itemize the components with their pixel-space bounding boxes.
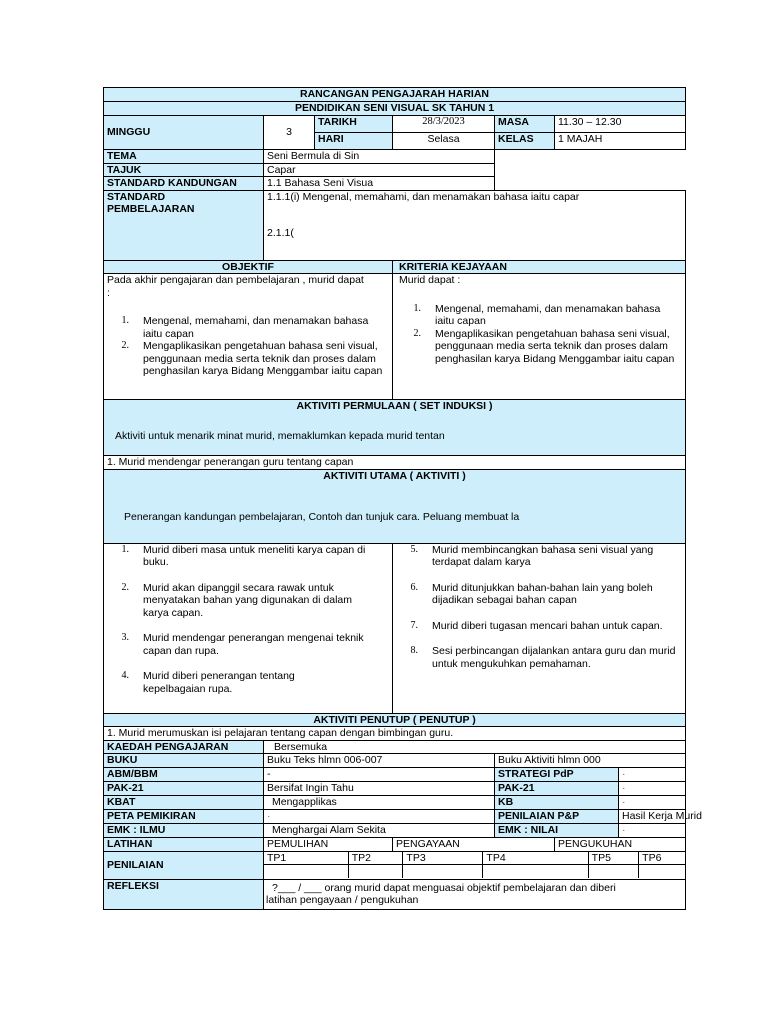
plan-subtitle: PENDIDIKAN SENI VISUAL SK TAHUN 1 (104, 102, 686, 116)
utama-section (104, 469, 686, 543)
list-item: 1. Mengenal, memahami, dan menamakan bahasa iaitu capan (413, 302, 661, 327)
list-item: 6. Murid ditunjukkan bahan-bahan lain yang boleh dijadikan sebagai bahan capan (410, 581, 653, 606)
latihan-pengayaan: PENGAYAAN (393, 838, 555, 852)
kelas-value: 1 MAJAH (555, 133, 686, 150)
refleksi-value (264, 879, 686, 909)
list-item: 4. Murid diberi penerangan tentang kepelbagaian rupa. (121, 670, 295, 695)
peta-label: PETA PEMIKIRAN (104, 810, 264, 824)
list-item: 3. Murid mendengar penerangan mengenai teknik capan dan rupa. (121, 632, 364, 657)
kriteria-header: KRITERIA KEJAYAAN (393, 260, 686, 274)
tarikh-label: TARIKH (315, 116, 393, 133)
penilaian-pp-label: PENILAIAN P&P (495, 810, 619, 824)
latihan-label: LATIHAN (104, 838, 264, 852)
penilaian-grid (264, 851, 686, 879)
sp-line-1: 1.1.1(i) Mengenal, memahami, dan menamakan bahasa iaitu capar (267, 190, 580, 203)
tp-6: TP6 (639, 852, 685, 865)
list-item: 2. Mengaplikasikan pengetahuan bahasa seni visual, penggunaan media serta teknik dan proses dalam penghasilan karya Bidang Menggambar iaitu capan (413, 327, 675, 365)
standard-kandungan-value: 1.1 Bahasa Seni Visua (264, 177, 495, 191)
strategi-label: STRATEGI PdP (495, 768, 619, 782)
kriteria-intro: Murid dapat : (399, 274, 461, 286)
kb-value: · (619, 796, 686, 810)
kaedah-label: KAEDAH PENGAJARAN (104, 740, 264, 754)
tp-2: TP2 (348, 852, 403, 865)
kbat-value: Mengapplikas (264, 796, 495, 810)
kbat-label: KBAT (104, 796, 264, 810)
utama-text: Penerangan kandungan pembelajaran, Contoh dan tunjuk cara. Peluang membuat la (124, 511, 520, 523)
emk-ilmu-value: Menghargai Alam Sekita (264, 824, 495, 838)
tajuk-value: Capar (264, 163, 495, 177)
list-item: 8. Sesi perbincangan dijalankan antara guru dan murid untuk mengukuhkan pemahaman. (410, 645, 676, 670)
abm-value: - (264, 768, 495, 782)
penilaian-label: PENILAIAN (104, 851, 264, 879)
tarikh-value: 28/3/2023 (393, 116, 495, 133)
strategi-value: · (619, 768, 686, 782)
minggu-label: MINGGU (104, 116, 264, 150)
list-item: 2. Mengaplikasikan pengetahuan bahasa seni visual, penggunaan media serta teknik dan proses dalam penghasilan karya Bidang Menggambar iaitu capan (121, 340, 383, 377)
objektif-intro: Pada akhir pengajaran dan pembelajaran , murid dapat : (107, 274, 364, 299)
permulaan-item: 1. Murid mendengar penerangan guru tentang capan (104, 456, 686, 470)
pak21-value: Bersifat Ingin Tahu (264, 782, 495, 796)
tp-1: TP1 (264, 852, 348, 865)
penutup-item: 1. Murid merumuskan isi pelajaran tentang capan dengan bimbingan guru. (104, 727, 686, 741)
kriteria-list (399, 303, 682, 366)
tajuk-label: TAJUK (104, 163, 264, 177)
refleksi-line-1: ?___ / ___ orang murid dapat menguasai objektif pembelajaran dan diberi (272, 881, 616, 894)
emk-ilmu-label: EMK : ILMU (104, 824, 264, 838)
list-item: 7. Murid diberi tugasan mencari bahan untuk capan. (410, 619, 663, 632)
permulaan-text: Aktiviti untuk menarik minat murid, memaklumkan kepada murid tentan (115, 429, 445, 442)
standard-pembelajaran-label: STANDARD PEMBELAJARAN (104, 190, 264, 260)
lesson-plan (103, 87, 702, 910)
kb-label: KB (495, 796, 619, 810)
pak21-label-2: PAK-21 (495, 782, 619, 796)
penutup-header: AKTIVITI PENUTUP ( PENUTUP ) (104, 713, 686, 727)
latihan-pemulihan: PEMULIHAN (264, 838, 393, 852)
refleksi-label: REFLEKSI (104, 879, 264, 909)
hari-label: HARI (315, 133, 393, 150)
list-item: 2. Murid akan dipanggil secara rawak untuk menyatakan bahan yang digunakan di dalam karya capan. (121, 581, 352, 619)
objektif-content (104, 274, 393, 400)
masa-label: MASA (495, 116, 555, 133)
kriteria-content (393, 274, 686, 400)
emk-nilai-label: EMK : NILAI (495, 824, 619, 838)
permulaan-header: AKTIVITI PERMULAAN ( SET INDUKSI ) (296, 400, 493, 412)
peta-value: · (264, 810, 495, 824)
buku-value-1: Buku Teks hlmn 006-007 (264, 754, 495, 768)
list-item: 5. Murid membincangkan bahasa seni visual yang terdapat dalam karya (410, 543, 654, 568)
pak21-label: PAK-21 (104, 782, 264, 796)
tp-5: TP5 (588, 852, 639, 865)
list-item: 1. Mengenal, memahami, dan menamakan bahasa iaitu capan (121, 315, 369, 340)
hari-value: Selasa (393, 133, 495, 150)
tema-value: Seni Bermula di Sin (264, 150, 495, 164)
tp-4: TP4 (483, 852, 588, 865)
utama-left-list (104, 543, 393, 713)
buku-label: BUKU (104, 754, 264, 768)
objektif-list (107, 315, 389, 378)
minggu-value: 3 (264, 116, 315, 150)
refleksi-line-2: latihan pengayaan / pengukuhan (266, 894, 419, 906)
permulaan-section (104, 400, 686, 456)
tema-label: TEMA (104, 150, 264, 164)
masa-value: 11.30 – 12.30 (555, 116, 686, 133)
pak21-value-2: · (619, 782, 686, 796)
tp-3: TP3 (403, 852, 483, 865)
plan-title: RANCANGAN PENGAJARAH HARIAN (104, 88, 686, 102)
utama-header: AKTIVITI UTAMA ( AKTIVITI ) (323, 469, 466, 482)
penilaian-pp-value: Hasil Kerja Murid (619, 810, 686, 824)
kelas-label: KELAS (495, 133, 555, 150)
kaedah-value: Bersemuka (264, 740, 686, 754)
buku-value-2: Buku Aktiviti hlmn 000 (495, 754, 686, 768)
standard-pembelajaran-value (264, 190, 686, 260)
list-item: 1. Murid diberi masa untuk meneliti karya capan di buku. (121, 543, 366, 568)
standard-kandungan-label: STANDARD KANDUNGAN (104, 177, 264, 191)
utama-right-list (393, 543, 686, 713)
objektif-header: OBJEKTIF (104, 260, 393, 274)
sp-line-2: 2.1.1( (267, 227, 294, 239)
abm-label: ABM/BBM (104, 768, 264, 782)
lesson-plan-table (103, 87, 702, 910)
emk-nilai-value: · (619, 824, 686, 838)
latihan-pengukuhan: PENGUKUHAN (555, 838, 686, 852)
